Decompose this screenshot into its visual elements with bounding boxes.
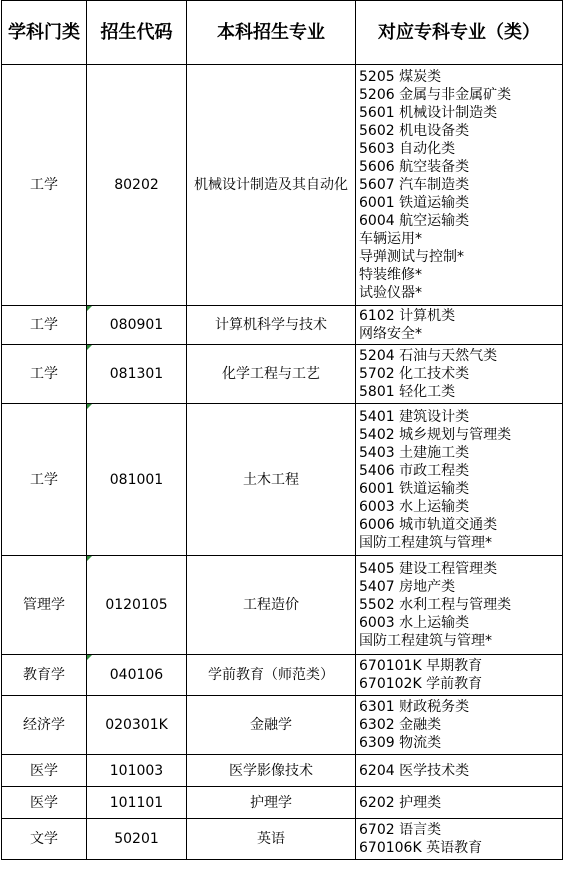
header-row bbox=[2, 1, 563, 65]
table-row bbox=[2, 404, 563, 556]
matching-majors-cell[interactable] bbox=[356, 819, 563, 860]
category-cell[interactable]: 工学 bbox=[2, 404, 87, 556]
header-code[interactable]: 招生代码 bbox=[87, 1, 187, 65]
matching-major-line: 5702 化工技术类 bbox=[359, 366, 470, 382]
matching-major-line: 网络安全* bbox=[359, 326, 422, 342]
code-cell[interactable]: 50201 bbox=[87, 819, 187, 860]
cell-marker-icon bbox=[87, 404, 92, 409]
code-text: 080901 bbox=[109, 317, 164, 333]
code-cell[interactable]: 80202 bbox=[87, 65, 187, 306]
matching-major-line: 国防工程建筑与管理* bbox=[359, 633, 492, 649]
table-row bbox=[2, 787, 563, 819]
header-major[interactable]: 本科招生专业 bbox=[187, 1, 356, 65]
cell-marker-icon bbox=[87, 655, 92, 660]
cell-marker-icon bbox=[87, 556, 92, 561]
matching-major-line: 5407 房地产类 bbox=[359, 579, 456, 595]
matching-major-line: 6702 语言类 bbox=[359, 822, 442, 838]
matching-major-line: 5607 汽车制造类 bbox=[359, 177, 470, 193]
matching-major-line: 5405 建设工程管理类 bbox=[359, 561, 498, 577]
code-text: 081301 bbox=[109, 366, 164, 382]
matching-majors-cell[interactable] bbox=[356, 404, 563, 556]
major-cell[interactable]: 化学工程与工艺 bbox=[187, 345, 356, 404]
matching-major-line: 5406 市政工程类 bbox=[359, 462, 470, 479]
matching-majors-cell[interactable] bbox=[356, 696, 563, 755]
matching-major-line: 车辆运用* bbox=[359, 231, 422, 247]
matching-major-line: 6001 铁道运输类 bbox=[359, 195, 470, 211]
matching-majors-cell[interactable] bbox=[356, 787, 563, 819]
category-cell[interactable]: 管理学 bbox=[2, 556, 87, 655]
matching-major-line: 6102 计算机类 bbox=[359, 308, 456, 324]
major-cell[interactable]: 学前教育（师范类） bbox=[187, 655, 356, 696]
matching-majors-cell[interactable] bbox=[356, 345, 563, 404]
matching-major-line: 670102K 学前教育 bbox=[359, 676, 483, 692]
matching-major-line: 5401 建筑设计类 bbox=[359, 408, 470, 425]
header-matching-majors[interactable]: 对应专科专业（类） bbox=[356, 1, 563, 65]
matching-major-line: 6001 铁道运输类 bbox=[359, 480, 470, 497]
majors-table bbox=[1, 0, 563, 860]
matching-major-line: 5603 自动化类 bbox=[359, 141, 456, 157]
matching-major-line: 5602 机电设备类 bbox=[359, 123, 470, 139]
table-row bbox=[2, 655, 563, 696]
matching-major-line: 5601 机械设计制造类 bbox=[359, 105, 498, 121]
matching-majors-cell[interactable] bbox=[356, 655, 563, 696]
table-row bbox=[2, 65, 563, 306]
code-text: 081001 bbox=[109, 471, 164, 488]
matching-major-line: 特装维修* bbox=[359, 267, 422, 283]
major-cell[interactable]: 工程造价 bbox=[187, 556, 356, 655]
code-text: 040106 bbox=[109, 667, 164, 683]
matching-major-line: 6302 金融类 bbox=[359, 717, 442, 733]
matching-majors-cell[interactable] bbox=[356, 755, 563, 787]
matching-major-line: 6202 护理类 bbox=[359, 794, 442, 811]
cell-marker-icon bbox=[87, 306, 92, 311]
major-cell[interactable]: 土木工程 bbox=[187, 404, 356, 556]
matching-major-line: 5204 石油与天然气类 bbox=[359, 348, 498, 364]
matching-major-line: 6301 财政税务类 bbox=[359, 699, 470, 715]
code-cell[interactable] bbox=[87, 306, 187, 345]
code-cell[interactable] bbox=[87, 556, 187, 655]
category-cell[interactable]: 经济学 bbox=[2, 696, 87, 755]
matching-major-line: 5205 煤炭类 bbox=[359, 69, 442, 85]
matching-major-line: 6003 水上运输类 bbox=[359, 615, 470, 631]
major-cell[interactable]: 计算机科学与技术 bbox=[187, 306, 356, 345]
code-cell[interactable] bbox=[87, 345, 187, 404]
matching-majors-cell[interactable] bbox=[356, 65, 563, 306]
matching-major-line: 670101K 早期教育 bbox=[359, 658, 483, 674]
major-cell[interactable]: 英语 bbox=[187, 819, 356, 860]
matching-major-line: 6004 航空运输类 bbox=[359, 213, 470, 229]
table-row bbox=[2, 345, 563, 404]
code-cell[interactable]: 101003 bbox=[87, 755, 187, 787]
category-cell[interactable]: 医学 bbox=[2, 787, 87, 819]
category-cell[interactable]: 工学 bbox=[2, 345, 87, 404]
matching-major-line: 6309 物流类 bbox=[359, 735, 442, 751]
table-row bbox=[2, 819, 563, 860]
matching-major-line: 5606 航空装备类 bbox=[359, 159, 470, 175]
table-row bbox=[2, 306, 563, 345]
major-cell[interactable]: 机械设计制造及其自动化 bbox=[187, 65, 356, 306]
major-cell[interactable]: 金融学 bbox=[187, 696, 356, 755]
matching-major-line: 6003 水上运输类 bbox=[359, 498, 470, 515]
category-cell[interactable]: 工学 bbox=[2, 306, 87, 345]
matching-major-line: 5402 城乡规划与管理类 bbox=[359, 426, 512, 443]
code-text: 0120105 bbox=[105, 597, 168, 613]
major-cell[interactable]: 护理学 bbox=[187, 787, 356, 819]
matching-major-line: 5502 水利工程与管理类 bbox=[359, 597, 512, 613]
header-category[interactable]: 学科门类 bbox=[2, 1, 87, 65]
cell-marker-icon bbox=[87, 345, 92, 350]
major-cell[interactable]: 医学影像技术 bbox=[187, 755, 356, 787]
matching-major-line: 5801 轻化工类 bbox=[359, 384, 456, 400]
category-cell[interactable]: 教育学 bbox=[2, 655, 87, 696]
matching-major-line: 5403 土建施工类 bbox=[359, 444, 470, 461]
matching-major-line: 导弹测试与控制* bbox=[359, 249, 464, 265]
table-row bbox=[2, 556, 563, 655]
table-row bbox=[2, 755, 563, 787]
matching-major-line: 6204 医学技术类 bbox=[359, 762, 470, 779]
code-cell[interactable] bbox=[87, 404, 187, 556]
code-cell[interactable] bbox=[87, 655, 187, 696]
table-row bbox=[2, 696, 563, 755]
matching-major-line: 5206 金属与非金属矿类 bbox=[359, 87, 512, 103]
matching-major-line: 国防工程建筑与管理* bbox=[359, 534, 492, 551]
matching-major-line: 试验仪器* bbox=[359, 285, 422, 301]
code-cell[interactable]: 020301K bbox=[87, 696, 187, 755]
matching-major-line: 6006 城市轨道交通类 bbox=[359, 516, 498, 533]
category-cell[interactable]: 工学 bbox=[2, 65, 87, 306]
code-cell[interactable]: 101101 bbox=[87, 787, 187, 819]
matching-majors-cell[interactable] bbox=[356, 556, 563, 655]
matching-majors-cell[interactable] bbox=[356, 306, 563, 345]
category-cell[interactable]: 文学 bbox=[2, 819, 87, 860]
category-cell[interactable]: 医学 bbox=[2, 755, 87, 787]
matching-major-line: 670106K 英语教育 bbox=[359, 840, 483, 856]
